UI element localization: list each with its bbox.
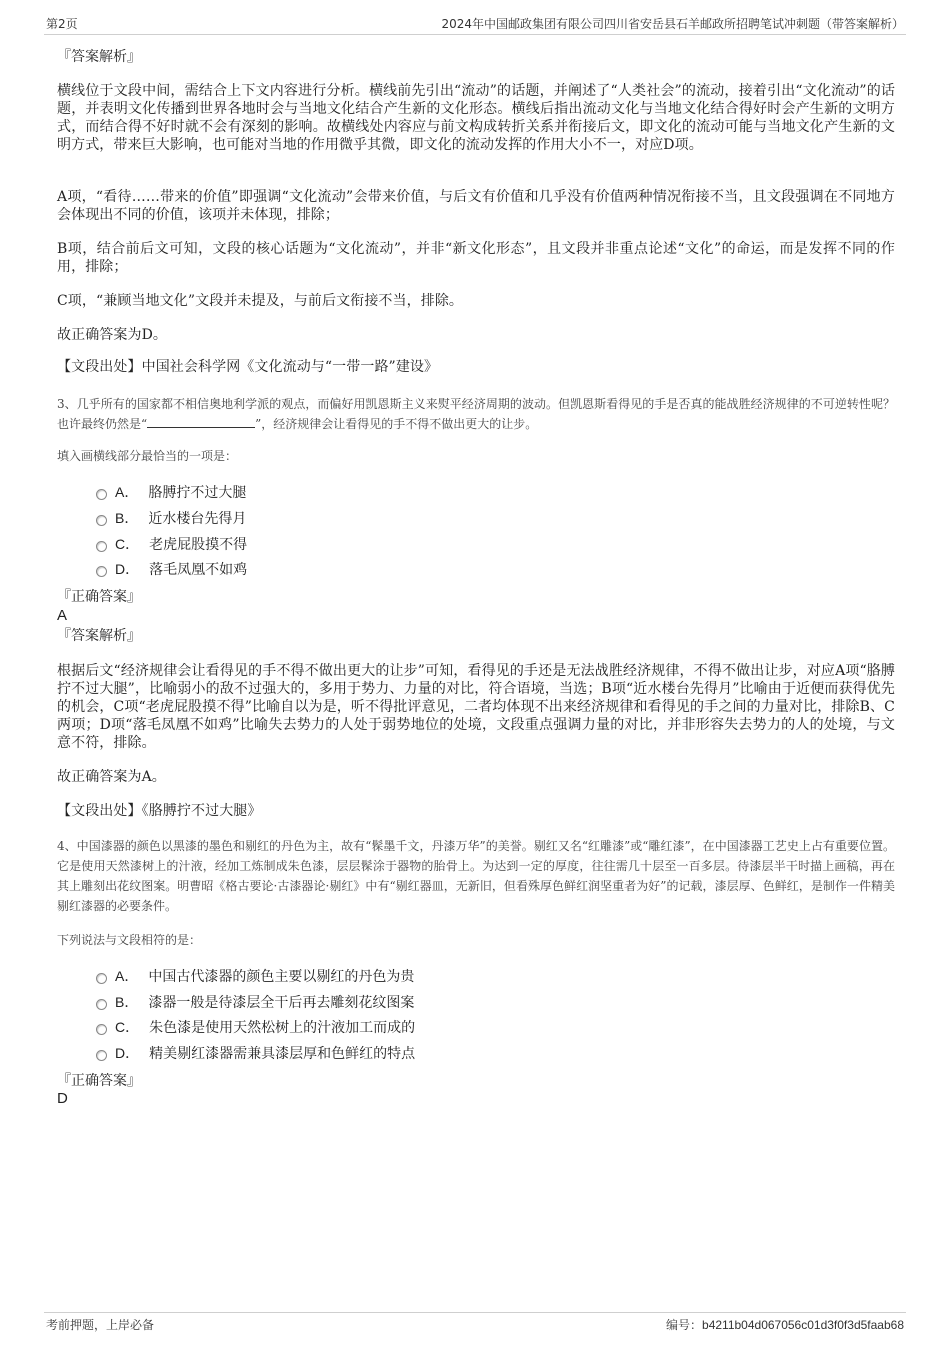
q2-source: 【文段出处】中国社会科学网《文化流动与“一带一路”建设》 [57, 359, 439, 375]
q3-option-c[interactable]: C． 老虎屁股摸不得 [96, 535, 247, 554]
q3-stem [57, 394, 895, 434]
q4-option-d[interactable]: D． 精美剔红漆器需兼具漆层厚和色鲜红的特点 [96, 1044, 415, 1063]
q4-correct-label: 『正确答案』 [57, 1073, 141, 1089]
footer-code-label: 编号： [666, 1318, 703, 1332]
q3-option-a[interactable]: A． 胳膊拧不过大腿 [96, 483, 246, 502]
q3-correct-label: 『正确答案』 [57, 589, 141, 605]
radio-icon[interactable] [96, 566, 107, 577]
q2-analysis-label: 『答案解析』 [57, 49, 141, 65]
q2-analysis-para-2: A项，“看待……带来的价值”即强调“文化流动”会带来价值，与后文有价值和几乎没有价值两种情况衔接不当，且文段强调在不同地方会体现出不同的价值，该项并未体现，排除； [57, 189, 895, 223]
q3-stem-part-1: 3、几乎所有的国家都不相信奥地利学派的观点，而偏好用凯恩斯主义来熨平经济周期的波动。但凯恩斯看得见的手是否真的能战胜经济规律的不可逆转性呢？也许最终仍然是“ [57, 397, 895, 431]
q3-analysis-label: 『答案解析』 [57, 628, 141, 644]
q3-prompt: 填入画横线部分最恰当的一项是： [57, 449, 238, 463]
q3-stem-part-2: ”，经济规律会让看得见的手不得不做出更大的让步。 [255, 417, 538, 431]
q4-correct-answer: D [57, 1090, 68, 1107]
q4-option-c[interactable]: C． 朱色漆是使用天然松树上的汁液加工而成的 [96, 1018, 415, 1037]
q4-prompt: 下列说法与文段相符的是： [57, 933, 202, 947]
q4-option-b[interactable]: B． 漆器一般是待漆层全干后再去雕刻花纹图案 [96, 993, 414, 1012]
q2-conclusion: 故正确答案为D。 [57, 327, 168, 343]
q3-source: 【文段出处】《胳膊拧不过大腿》 [57, 803, 262, 819]
radio-icon[interactable] [96, 489, 107, 500]
page-footer [44, 1312, 906, 1335]
document-title: 2024年中国邮政集团有限公司四川省安岳县石羊邮政所招聘笔试冲刺题（带答案解析） [441, 17, 904, 31]
q3-option-d[interactable]: D． 落毛凤凰不如鸡 [96, 560, 247, 579]
q2-analysis-para-4: C项，“兼顾当地文化”文段并未提及，与前后文衔接不当，排除。 [57, 293, 464, 309]
q3-blank-line [147, 415, 255, 428]
radio-icon[interactable] [96, 999, 107, 1010]
radio-icon[interactable] [96, 1024, 107, 1035]
q3-conclusion: 故正确答案为A。 [57, 769, 166, 785]
q3-analysis-text: 根据后文“经济规律会让看得见的手不得不做出更大的让步”可知，看得见的手还是无法战胜经济规律，不得不做出让步，对应A项“胳膊拧不过大腿”，比喻弱小的敌不过强大的，多用于势力、力量的对比，符合语境，当选；B项“近水楼台先得月”比喻由于近便而获得优先的机会，C项“老虎屁股摸不得”比喻自以为是，听不得批评意见，二者均体现不出来经济规律和看得见的手之间的力量对比，排除B、C两项；D项“落毛凤凰不如鸡”比喻失去势力的人处于弱势地位的处境，文段重点强调力量的对比，并非形容失去势力的人的处境，与文意不符，排除。 [57, 663, 895, 751]
radio-icon[interactable] [96, 1050, 107, 1061]
footer-code [666, 1316, 904, 1333]
q4-stem: 4、中国漆器的颜色以黑漆的墨色和剔红的丹色为主，故有“髹墨千文，丹漆万华”的美誉。剔红又名“红雕漆”或“雕红漆”，在中国漆器工艺史上占有重要位置。它是使用天然漆树上的汁液，经加工炼制成朱色漆，层层髹涂于器物的胎骨上。为达到一定的厚度，往往需几十层至一百多层。待漆层半干时描上画稿，再在其上雕刻出花纹图案。明曹昭《格古要论·古漆器论·剔红》中有“剔红器皿，无新旧，但看殊厚色鲜红润坚重者为好”的记载，漆层厚、色鲜红，是制作一件精美剔红漆器的必要条件。 [57, 839, 895, 913]
radio-icon[interactable] [96, 515, 107, 526]
page-number: 第2页 [46, 17, 78, 31]
radio-icon[interactable] [96, 973, 107, 984]
q3-correct-answer: A [57, 607, 68, 624]
footer-code-value: b4211b04d067056c01d3f0f3d5faab68 [702, 1318, 904, 1332]
page-header [44, 12, 906, 35]
q3-option-b[interactable]: B． 近水楼台先得月 [96, 509, 246, 528]
q2-analysis-para-3: B项，结合前后文可知，文段的核心话题为“文化流动”，并非“新文化形态”，且文段并非重点论述“文化”的命运，而是发挥不同的作用，排除； [57, 241, 895, 275]
q4-option-a[interactable]: A． 中国古代漆器的颜色主要以剔红的丹色为贵 [96, 967, 414, 986]
radio-icon[interactable] [96, 541, 107, 552]
q2-analysis-para-1: 横线位于文段中间，需结合上下文内容进行分析。横线前先引出“流动”的话题，并阐述了“人类社会”的流动，接着引出“文化流动”的话题，并表明文化传播到世界各地时会与当地文化结合产生新的文化形态。横线后指出流动文化与当地文化结合得好时会产生新的文明方式，而结合得不好时就不会有深刻的影响。故横线处内容应与前文构成转折关系并衔接后文，即文化的流动可能与当地文化产生新的文明方式，带来巨大影响，也可能对当地的作用微乎其微，即文化的流动发挥的作用大小不一，对应D项。 [57, 83, 895, 153]
footer-slogan: 考前押题，上岸必备 [46, 1318, 155, 1332]
